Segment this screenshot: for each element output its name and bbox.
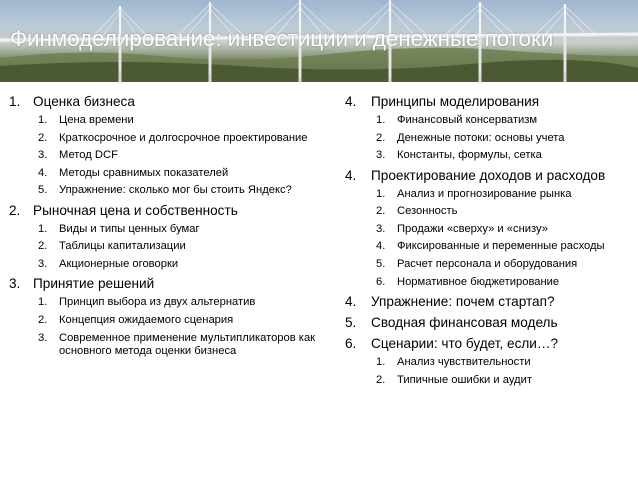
section-label: Сводная финансовая модель bbox=[371, 314, 558, 330]
list-item bbox=[371, 276, 638, 289]
list-item bbox=[371, 132, 638, 145]
section-number: 4. bbox=[345, 293, 357, 309]
outline-left-column bbox=[0, 86, 330, 363]
item-text: Современное применение мультипликаторов как основного метода оценки бизнеса bbox=[59, 331, 316, 357]
item-text: Принцип выбора из двух альтернатив bbox=[59, 296, 256, 309]
item-text: Краткосрочное и долгосрочное проектирование bbox=[59, 131, 308, 144]
section-item bbox=[333, 315, 638, 331]
section-number: 2. bbox=[9, 202, 21, 218]
section-label: Оценка бизнеса bbox=[33, 94, 135, 109]
list-item bbox=[371, 188, 638, 201]
list-item bbox=[371, 205, 638, 218]
item-number: 1. bbox=[38, 296, 48, 309]
item-text: Методы сравнимых показателей bbox=[59, 166, 229, 179]
section-label: Сценарии: что будет, если…? bbox=[371, 335, 559, 351]
list-item bbox=[33, 132, 330, 145]
list-item bbox=[371, 114, 638, 127]
list-item bbox=[33, 296, 330, 309]
item-text: Константы, формулы, сетка bbox=[397, 149, 542, 162]
item-text: Концепция ожидаемого сценария bbox=[59, 313, 234, 326]
section-item bbox=[333, 168, 638, 289]
section-label: Упражнение: почем стартап? bbox=[371, 293, 555, 309]
section-number: 4. bbox=[345, 94, 357, 109]
page-title: Финмоделирование: инвестиции и денежные потоки bbox=[10, 26, 554, 51]
outline-right-column bbox=[333, 86, 638, 391]
item-number: 1. bbox=[376, 114, 386, 126]
item-number: 4. bbox=[376, 240, 386, 253]
item-number: 4. bbox=[38, 166, 48, 179]
item-number: 2. bbox=[376, 205, 386, 218]
section-label: Принципы моделирования bbox=[371, 94, 540, 109]
item-text: Виды и типы ценных бумаг bbox=[59, 222, 200, 235]
item-text: Финансовый консерватизм bbox=[397, 114, 538, 126]
item-number: 5. bbox=[376, 257, 386, 270]
item-number: 1. bbox=[38, 222, 48, 235]
list-item bbox=[33, 332, 330, 359]
item-text: Типичные ошибки и аудит bbox=[397, 373, 532, 386]
item-number: 2. bbox=[38, 131, 48, 144]
item-number: 2. bbox=[38, 313, 48, 326]
list-item bbox=[33, 314, 330, 327]
item-text: Анализ и прогнозирование рынка bbox=[397, 187, 572, 200]
item-number: 3. bbox=[38, 331, 48, 344]
item-number: 2. bbox=[376, 373, 386, 386]
section-number: 6. bbox=[345, 335, 357, 351]
section-item bbox=[0, 203, 330, 272]
item-number: 1. bbox=[376, 355, 386, 368]
section-label: Принятие решений bbox=[33, 276, 155, 292]
list-item bbox=[33, 258, 330, 271]
item-text: Метод DCF bbox=[59, 149, 118, 162]
item-text: Таблицы капитализации bbox=[59, 240, 186, 253]
list-item bbox=[33, 149, 330, 162]
item-text: Анализ чувствительности bbox=[397, 355, 531, 368]
item-number: 6. bbox=[376, 275, 386, 288]
item-text: Денежные потоки: основы учета bbox=[397, 131, 565, 144]
list-item bbox=[371, 240, 638, 253]
section-number: 3. bbox=[9, 276, 21, 292]
section-label: Рыночная цена и собственность bbox=[33, 202, 238, 218]
section-item bbox=[0, 94, 330, 198]
item-number: 5. bbox=[38, 184, 48, 197]
item-text: Нормативное бюджетирование bbox=[397, 275, 560, 288]
list-item bbox=[33, 223, 330, 236]
item-number: 1. bbox=[38, 114, 48, 126]
item-text: Фиксированные и переменные расходы bbox=[397, 240, 605, 253]
item-number: 3. bbox=[376, 149, 386, 162]
list-item bbox=[371, 149, 638, 162]
section-item bbox=[333, 94, 638, 163]
item-text: Акционерные оговорки bbox=[59, 257, 179, 270]
section-item bbox=[0, 276, 330, 358]
section-item bbox=[333, 294, 638, 310]
item-number: 3. bbox=[376, 222, 386, 235]
item-number: 3. bbox=[38, 257, 48, 270]
item-number: 2. bbox=[38, 240, 48, 253]
section-item bbox=[333, 336, 638, 387]
list-item bbox=[33, 167, 330, 180]
list-item bbox=[33, 240, 330, 253]
item-text: Сезонность bbox=[397, 205, 458, 218]
item-text: Упражнение: сколько мог бы стоить Яндекс? bbox=[59, 184, 292, 197]
list-item bbox=[33, 114, 330, 127]
section-number: 1. bbox=[9, 94, 21, 109]
section-number: 5. bbox=[345, 314, 357, 330]
list-item bbox=[33, 184, 330, 197]
item-text: Продажи «сверху» и «снизу» bbox=[397, 222, 548, 235]
list-item bbox=[371, 356, 638, 369]
item-number: 2. bbox=[376, 131, 386, 144]
section-label: Проектирование доходов и расходов bbox=[371, 167, 606, 183]
section-number: 4. bbox=[345, 167, 357, 183]
header-banner bbox=[0, 0, 638, 82]
item-number: 3. bbox=[38, 149, 48, 162]
list-item bbox=[371, 374, 638, 387]
list-item bbox=[371, 258, 638, 271]
item-text: Цена времени bbox=[59, 114, 134, 126]
item-text: Расчет персонала и оборудования bbox=[397, 257, 578, 270]
list-item bbox=[371, 223, 638, 236]
item-number: 1. bbox=[376, 187, 386, 200]
